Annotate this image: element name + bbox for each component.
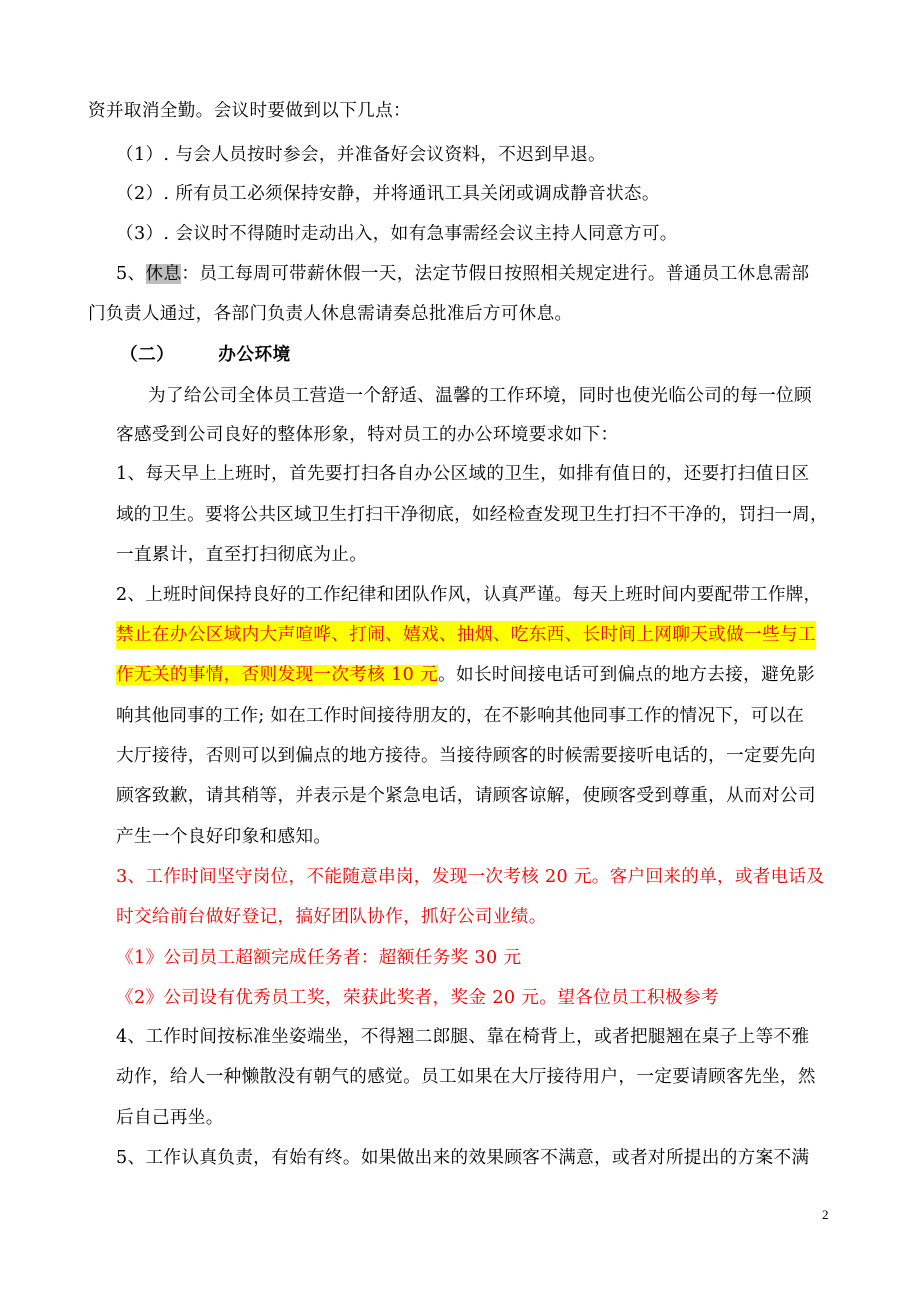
red-rule-line: 3、工作时间坚守岗位，不能随意串岗，发现一次考核 20 元。客户回来的单，或者电话及 — [116, 867, 825, 887]
paragraph-line: 后自己再坐。 — [116, 1108, 224, 1128]
section-number: （二） — [120, 344, 175, 365]
section-title: 办公环境 — [218, 344, 291, 365]
line-text: 。如长时间接电话可到偏点的地方去接，避免影 — [438, 665, 815, 685]
page-number: 2 — [822, 1207, 829, 1222]
line-text: ：员工每周可带薪休假一天，法定节假日按照相关规定进行。普通员工休息需部 — [181, 264, 810, 284]
rest-policy-line — [116, 260, 809, 288]
paragraph-line: 资并取消全勤。会议时要做到以下几点： — [88, 101, 411, 121]
paragraph-line: 1、每天早上上班时，首先要打扫各自办公区域的卫生，如排有值日的，还要打扫值日区 — [116, 464, 810, 484]
reward-item: 《2》公司设有优秀员工奖，荣获此奖者，奖金 20 元。望各位员工积极参考 — [116, 988, 719, 1008]
paragraph-line: 为了给公司全体员工营造一个舒适、温馨的工作环境，同时也使光临公司的每一位顾 — [148, 386, 812, 406]
highlighted-term: 休息 — [145, 264, 182, 284]
paragraph-line: 大厅接待，否则可以到偏点的地方接待。当接待顾客的时候需要接听电话的，一定要先向 — [116, 746, 816, 766]
paragraph-line: 一直累计，直至打扫彻底为止。 — [116, 545, 368, 565]
paragraph-line: 顾客致歉，请其稍等，并表示是个紧急电话，请顾客谅解，使顾客受到尊重，从而对公司 — [116, 786, 816, 806]
item-number: 5、 — [116, 264, 146, 284]
reward-item: 《1》公司员工超额完成任务者：超额任务奖 30 元 — [116, 948, 522, 968]
list-item: （3）. 会议时不得随时走动出入，如有急事需经会议主持人同意方可。 — [116, 224, 678, 244]
paragraph-line: 响其他同事的工作; 如在工作时间接待朋友的，在不影响其他同事工作的情况下，可以在 — [116, 706, 805, 726]
paragraph-line: 5、工作认真负责，有始有终。如果做出来的效果顾客不满意，或者对所提出的方案不满 — [116, 1148, 810, 1168]
paragraph-line: 动作，给人一种懒散没有朝气的感觉。员工如果在大厅接待用户，一定要请顾客先坐，然 — [116, 1067, 816, 1087]
paragraph-line: 4、工作时间按标准坐姿端坐，不得翘二郎腿、靠在椅背上，或者把腿翘在桌子上等不雅 — [116, 1027, 810, 1047]
paragraph-line: 2、上班时间保持良好的工作纪律和团队作风，认真严谨。每天上班时间内要配带工作牌， — [116, 585, 822, 605]
paragraph-line: 域的卫生。要将公共区域卫生打扫干净彻底，如经检查发现卫生打扫不干净的，罚扫一周， — [116, 505, 828, 525]
paragraph-line: 门负责人通过，各部门负责人休息需请奏总批准后方可休息。 — [88, 304, 573, 324]
highlighted-penalty: 作无关的事情，否则发现一次考核 10 元 — [116, 665, 439, 685]
section-heading — [120, 341, 291, 369]
list-item: （1）. 与会人员按时参会，并准备好会议资料，不迟到早退。 — [116, 145, 606, 165]
highlighted-rule-line: 禁止在办公区域内大声喧哗、打闹、嬉戏、抽烟、吃东西、长时间上网聊天或做一些与工 — [116, 621, 816, 649]
list-item: （2）. 所有员工必须保持安静，并将通讯工具关闭或调成静音状态。 — [116, 184, 660, 204]
paragraph-line — [116, 661, 815, 689]
paragraph-line: 产生一个良好印象和感知。 — [116, 827, 332, 847]
paragraph-line: 客感受到公司良好的整体形象，特对员工的办公环境要求如下： — [116, 425, 619, 445]
red-rule-line: 时交给前台做好登记，搞好团队协作，抓好公司业绩。 — [116, 907, 547, 927]
